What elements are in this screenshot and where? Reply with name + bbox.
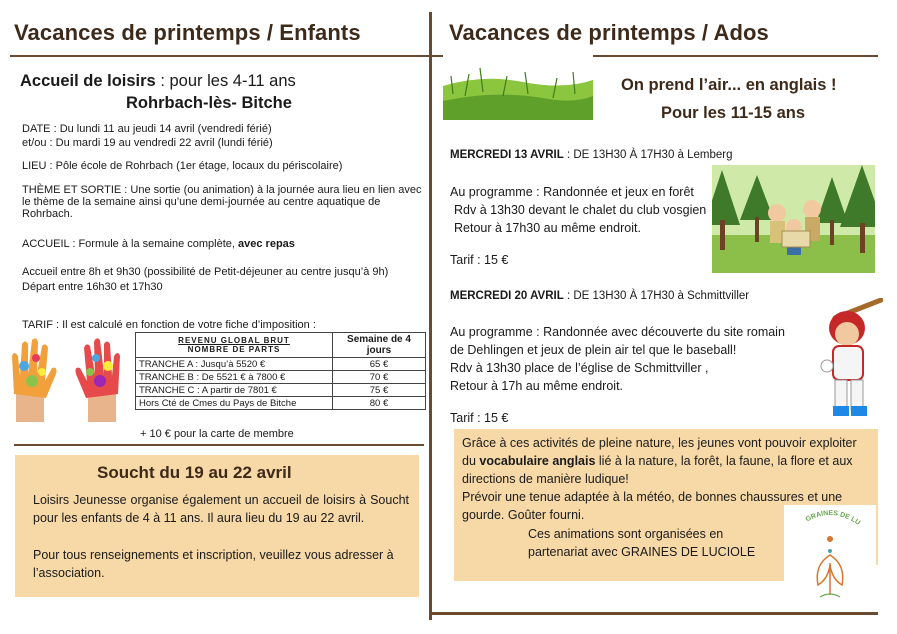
box-paragraph-2: Prévoir une tenue adaptée à la météo, de bonnes chaussures et une gourde. Goûter fourni. (462, 490, 843, 522)
tranche-price: 70 € (333, 371, 426, 384)
tarif-intro: TARIF : Il est calculé en fonction de votre fiche d’imposition : (22, 319, 316, 331)
tranche-label: TRANCHE B : De 5521 € à 7800 € (136, 371, 333, 384)
box-p1-end: lié à la nature, la forêt, la faune, la flore et aux directions de manière ludique! (462, 454, 853, 486)
age-range: Pour les 11-15 ans (661, 104, 805, 122)
mercredi-13-heading (450, 149, 733, 161)
tarif-20: Tarif : 15 € (450, 411, 509, 425)
tranche-label: Hors Cté de Cmes du Pays de Bitche (136, 397, 333, 410)
box-p1-start: Grâce à ces activités de pleine nature, les jeunes vont pouvoir exploiter du (462, 436, 857, 468)
tranche-price: 80 € (333, 397, 426, 410)
accueil-formula (22, 237, 427, 251)
soucht-title: Soucht du 19 au 22 avril (97, 463, 292, 482)
partnership-box-tail (454, 565, 784, 581)
soucht-paragraph-2: Pour tous renseignements et inscription, veuillez vous adresser à l’association. (33, 548, 394, 580)
tranche-label: TRANCHE A : Jusqu’à 5520 € (136, 358, 333, 371)
horaires (22, 265, 427, 295)
horaire-depart: Départ entre 16h30 et 17h30 (22, 281, 163, 293)
accueil-formula-bold: avec repas (238, 238, 295, 250)
header-revenu-line1: REVENU GLOBAL BRUT (178, 336, 290, 345)
m20-rdv: Rdv à 13h30 place de l’église de Schmittviller , (450, 361, 709, 375)
mercredi-13-details (450, 183, 730, 237)
soucht-box (15, 455, 419, 597)
membre-note: + 10 € pour la carte de membre (140, 428, 294, 440)
graines-de-luciole-logo (784, 505, 876, 605)
table-row (136, 397, 426, 410)
box-p1-bold: vocabulaire anglais (479, 454, 596, 468)
accueil-heading-bold: Accueil de loisirs (20, 72, 156, 90)
m13-rdv: Rdv à 13h30 devant le chalet du club vosgien (454, 203, 707, 217)
theme-text: THÈME ET SORTIE : Une sortie (ou animation) à la journée aura lieu en lien avec le thème de la semaine ainsi qu’une demi-journée au centre aquatique de Rohrbach. (22, 184, 422, 220)
m20-programme-2: de Dehlingen et jeux de plein air tel que le baseball! (450, 343, 737, 357)
table-header-revenu (136, 333, 333, 358)
soucht-paragraph-1: Loisirs Jeunesse organise également un accueil de loisirs à Soucht pour les enfants de 4 à 11 ans. Il aura lieu du 19 au 22 avril. (33, 493, 409, 525)
left-mid-rule (14, 444, 424, 446)
m20-retour: Retour à 17h au même endroit. (450, 379, 624, 393)
tarif-table (135, 332, 426, 410)
date-text (22, 122, 422, 150)
right-title: Vacances de printemps / Ados (449, 20, 769, 45)
svg-text:GRAINES DE LUCIOLE: GRAINES DE LU (804, 509, 862, 527)
accueil-heading (20, 72, 296, 91)
mercredi-20-rest: : DE 13H30 À 17H30 à Schmittviller (563, 290, 750, 302)
mercredi-13-rest: : DE 13H30 À 17H30 à Lemberg (563, 149, 733, 161)
box-paragraph-1 (462, 434, 870, 488)
lieu-text: LIEU : Pôle école de Rohrbach (1er étage, locaux du périscolaire) (22, 160, 343, 172)
tranche-price: 65 € (333, 358, 426, 371)
forest-kids-image (712, 165, 875, 278)
mercredi-20-details (450, 323, 810, 395)
tarif-13: Tarif : 15 € (450, 253, 509, 267)
horaire-arrivee: Accueil entre 8h et 9h30 (possibilité de Petit-déjeuner au centre jusqu’à 9h) (22, 266, 389, 278)
tranche-label: TRANCHE C : A partir de 7801 € (136, 384, 333, 397)
baseball-kid-image (805, 298, 883, 427)
grass-image (443, 46, 593, 125)
m20-programme-1: Au programme : Randonnée avec découverte du site romain (450, 325, 785, 339)
tranche-price: 75 € (333, 384, 426, 397)
m13-programme: Au programme : Randonnée et jeux en forêt (450, 185, 694, 199)
table-row (136, 371, 426, 384)
date-line-1: DATE : Du lundi 11 au jeudi 14 avril (vendredi férié) (22, 123, 272, 135)
mercredi-20-heading (450, 290, 749, 302)
mercredi-20-bold: MERCREDI 20 AVRIL (450, 290, 564, 302)
table-header-semaine: Semaine de 4 jours (333, 333, 426, 358)
box-paragraph-3: Ces animations sont organisées en partenariat avec GRAINES DE LUCIOLE (528, 527, 756, 559)
date-line-2: et/ou : Du mardi 19 au vendredi 22 avril (lundi férié) (22, 137, 273, 149)
bottom-rule (430, 612, 878, 615)
m13-retour: Retour à 17h30 au même endroit. (454, 221, 641, 235)
center-divider (429, 12, 432, 620)
painted-hands-image (6, 336, 126, 427)
tagline: On prend l’air... en anglais ! (621, 76, 837, 94)
left-title: Vacances de printemps / Enfants (14, 20, 361, 45)
mercredi-13-bold: MERCREDI 13 AVRIL (450, 149, 564, 161)
location-heading: Rohrbach-lès- Bitche (126, 94, 292, 112)
table-row (136, 358, 426, 371)
header-revenu-line2: NOMBRE DE PARTS (187, 345, 281, 354)
accueil-heading-rest: : pour les 4-11 ans (155, 72, 296, 90)
table-row (136, 384, 426, 397)
table-header-row (136, 333, 426, 358)
accueil-formula-text: ACCUEIL : Formule à la semaine complète, (22, 238, 239, 250)
